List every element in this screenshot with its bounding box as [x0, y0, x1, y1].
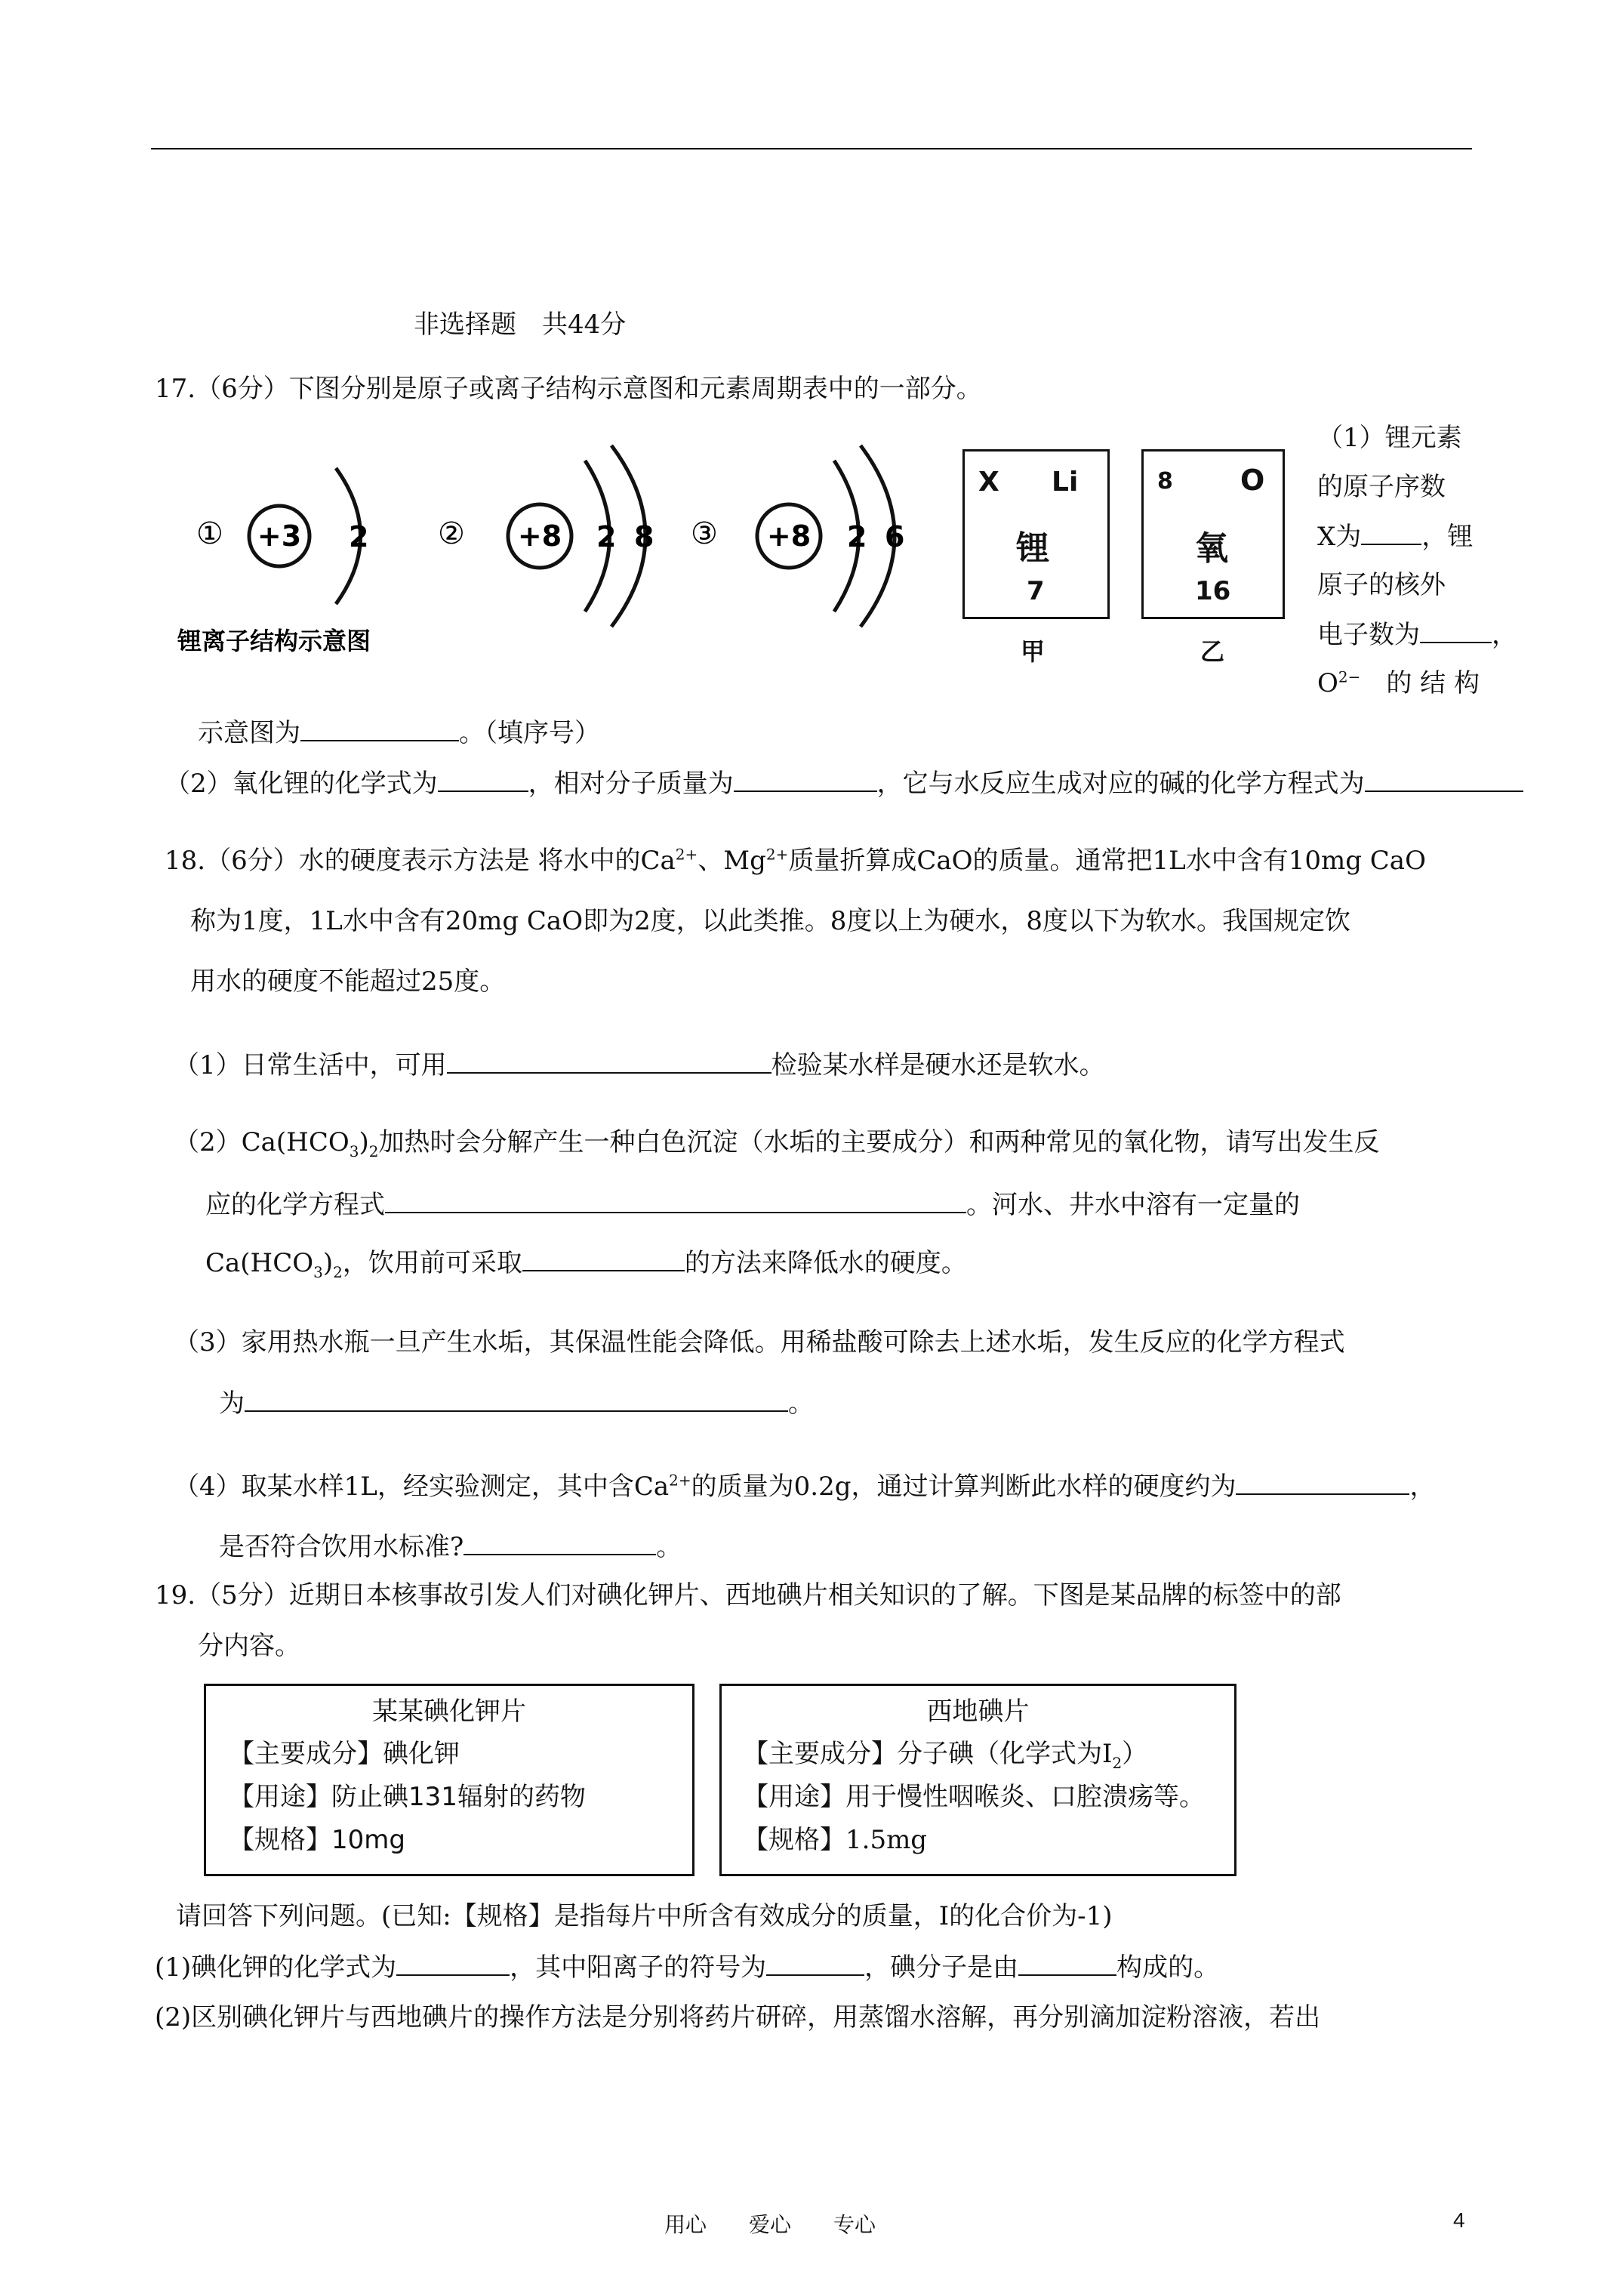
q18-p2-line3-sub2: 2 [333, 1262, 343, 1281]
q19-p1-composition-blank[interactable] [1018, 1952, 1116, 1976]
oxygen-symbol: O [1240, 464, 1265, 497]
atom2-number: ② [438, 516, 465, 551]
atom2-shell-1-count: 2 [596, 520, 617, 553]
q17-p2-equation-blank[interactable] [1365, 768, 1523, 792]
q19-p1-b: ，其中阳离子的符号为 [510, 1952, 767, 1983]
oxygen-name: 氧 [1195, 529, 1228, 568]
label2-row3: 【规格】1.5mg [743, 1825, 928, 1855]
oxygen-mass: 16 [1195, 576, 1231, 606]
label1-row1: 【主要成分】碘化钾 [229, 1739, 460, 1769]
label2-row1-sub: 2 [1112, 1753, 1123, 1772]
q18-p2-line3b: ) [322, 1248, 334, 1278]
atom-structure-diagrams [174, 423, 936, 664]
section-title: 非选择题 共44分 [414, 310, 627, 340]
q18-p4-b: 的质量为0.2g，通过计算判断此水样的硬度约为 [691, 1472, 1236, 1502]
q17-p1-diagram-blank[interactable] [300, 717, 459, 741]
q18-p4-a: （4）取某水样1L，经实验测定，其中含Ca [174, 1472, 670, 1502]
q17-p1-line3 [1317, 521, 1473, 552]
q18-p2-line3d: 的方法来降低水的硬度。 [684, 1248, 967, 1278]
q18-p2-method-blank[interactable] [522, 1247, 685, 1271]
footer-motto: 用心 爱心 专心 [664, 2212, 876, 2237]
q18-p4-line2a: 是否符合饮用水标准? [219, 1532, 464, 1562]
page-number: 4 [1453, 2208, 1465, 2232]
q18-line1-sup1: 2+ [675, 845, 698, 864]
q18-p2-line2a: 应的化学方程式 [205, 1190, 385, 1220]
q18-p2-line1 [174, 1127, 1380, 1160]
atom3-number: ③ [691, 516, 718, 551]
q18-line1-sup2: 2+ [765, 845, 789, 864]
label-potassium-iodide [204, 1684, 694, 1876]
q18-line1-end: 质量折算成CaO的质量。通常把1L水中含有10mg CaO [788, 846, 1426, 876]
label1-title: 某某碘化钾片 [372, 1697, 526, 1727]
header-rule [151, 148, 1472, 149]
q19-note: 请回答下列问题。(已知:【规格】是指每片中所含有效成分的质量，I的化合价为-1) [176, 1901, 1113, 1931]
label2-row1 [743, 1739, 1148, 1772]
q18-p2-b: ) [359, 1127, 369, 1157]
q18-p4-line2 [219, 1531, 682, 1562]
q18-p2-a: （2）Ca(HCO [174, 1127, 350, 1157]
atom3-nucleus-charge: +8 [766, 519, 812, 553]
q17-p1-line5 [1317, 619, 1517, 650]
q18-p3-line2 [219, 1388, 814, 1419]
q17-p1-line2: 的原子序数 [1317, 472, 1446, 502]
cell-yi-label: 乙 [1200, 637, 1225, 666]
q17-p1-electrons-prefix: 电子数为 [1317, 620, 1420, 650]
q18-p4-hardness-blank[interactable] [1236, 1471, 1409, 1495]
q18-p4-line1 [174, 1471, 1435, 1502]
q18-line2: 称为1度，1L水中含有20mg CaO即为2度，以此类推。8度以上为硬水，8度以下为软水。我国规定饮 [190, 906, 1350, 936]
q17-p2-mass-blank[interactable] [734, 768, 877, 792]
q18-p4-c: ， [1409, 1472, 1436, 1502]
atom1-nucleus-charge: +3 [257, 519, 302, 553]
q17-p2-formula-blank[interactable] [438, 768, 528, 792]
label1-row2: 【用途】防止碘131辐射的药物 [229, 1782, 586, 1812]
q18-p2-sub2: 2 [368, 1142, 379, 1160]
q18-p1 [174, 1049, 1105, 1080]
q19-p1-d: 构成的。 [1116, 1952, 1220, 1983]
q17-p1-electrons-blank[interactable] [1420, 619, 1492, 643]
q18-p2-line3-sub: 3 [313, 1262, 323, 1281]
label-iodine-tablet [719, 1684, 1236, 1876]
atom3-shell-2-count: 6 [885, 520, 905, 553]
q17-p1-tail-text: 示意图为 [198, 718, 300, 748]
q17-p1-line1: （1）锂元素 [1317, 423, 1462, 453]
label1-row3: 【规格】10mg [229, 1825, 405, 1855]
q18-p1-a: （1）日常生活中，可用 [174, 1050, 447, 1080]
q17-p1-tail [198, 717, 600, 748]
q17-p1-ion-symbol: O [1317, 668, 1338, 698]
q18-line1-a: 18.（6分）水的硬度表示方法是 将水中的Ca [165, 846, 676, 876]
atom2-nucleus-charge: +8 [517, 519, 562, 553]
q19-p1-c: ，碘分子是由 [864, 1952, 1019, 1983]
q17-stem: 17.（6分）下图分别是原子或离子结构示意图和元素周期表中的一部分。 [155, 374, 982, 404]
q19-stem-line1: 19.（5分）近期日本核事故引发人们对碘化钾片、西地碘片相关知识的了解。下图是某品牌的标签中的部 [155, 1580, 1341, 1610]
q18-p3-b: 为 [219, 1388, 245, 1419]
q18-p2-equation-blank[interactable] [385, 1189, 966, 1213]
q17-p1-x-prefix: X为 [1317, 522, 1362, 552]
q18-line1-mid: 、Mg [698, 846, 766, 876]
element-cell-oxygen [1141, 449, 1285, 619]
q18-p2-c: 加热时会分解产生一种白色沉淀（水垢的主要成分）和两种常见的氧化物，请写出发生反 [378, 1127, 1380, 1157]
q18-line1 [165, 846, 1426, 876]
q19-p1-cation-blank[interactable] [766, 1952, 864, 1976]
q18-p3-c: 。 [788, 1388, 814, 1419]
lithium-symbol: Li [1052, 467, 1079, 498]
q17-p1-line6 [1317, 668, 1480, 698]
q17-p2-equation-label: ，它与水反应生成对应的碱的化学方程式为 [876, 769, 1365, 799]
q19-stem-line2: 分内容。 [198, 1631, 300, 1661]
label2-row2: 【用途】用于慢性咽喉炎、口腔溃疡等。 [743, 1782, 1205, 1812]
label2-title: 西地碘片 [926, 1697, 1030, 1727]
q18-p4-sup: 2+ [669, 1471, 691, 1490]
cell-jia-label: 甲 [1021, 637, 1046, 666]
lithium-mass: 7 [1027, 576, 1045, 606]
q17-p1-line4: 原子的核外 [1317, 570, 1446, 600]
q19-p2: (2)区别碘化钾片与西地碘片的操作方法是分别将药片研碎，用蒸馏水溶解，再分别滴加淀粉溶液，若出 [155, 2002, 1321, 2032]
q18-p1-b: 检验某水样是硬水还是软水。 [771, 1050, 1105, 1080]
q18-p4-standard-blank[interactable] [463, 1531, 656, 1555]
q17-p2-formula-label: （2）氧化锂的化学式为 [165, 769, 438, 799]
atom1-shell-1-count: 2 [349, 520, 369, 553]
q18-p3-line1: （3）家用热水瓶一旦产生水垢，其保温性能会降低。用稀盐酸可除去上述水垢，发生反应的化学方程式 [174, 1327, 1345, 1358]
q18-p2-line3c: ，饮用前可采取 [342, 1248, 522, 1278]
q18-p3-equation-blank[interactable] [245, 1388, 788, 1412]
atom2-shell-2-count: 8 [634, 520, 654, 553]
oxygen-atomic-number: 8 [1157, 468, 1173, 495]
q17-p1-ion-charge: 2− [1338, 667, 1361, 686]
q17-p1-atomic-number-blank[interactable] [1361, 521, 1421, 545]
lithium-name: 锂 [1016, 529, 1049, 568]
atom1-number: ① [196, 516, 223, 551]
q19-p1 [155, 1952, 1219, 1983]
q19-p1-formula-blank[interactable] [396, 1952, 510, 1976]
lithium-ion-caption: 锂离子结构示意图 [177, 627, 371, 655]
q18-line3: 用水的硬度不能超过25度。 [190, 966, 506, 997]
q19-p1-a: (1)碘化钾的化学式为 [155, 1952, 397, 1983]
atom3-shell-1-count: 2 [847, 520, 867, 553]
q18-p4-line2b: 。 [656, 1532, 682, 1562]
label2-row1-b: ） [1122, 1739, 1148, 1769]
q17-p1-electrons-suffix: ， [1492, 620, 1517, 650]
q17-p1-tail-end: 。（填序号） [459, 718, 600, 748]
lithium-atomic-number: X [978, 467, 999, 498]
q17-p2 [165, 768, 1523, 799]
element-cell-lithium [962, 449, 1110, 619]
q17-p1-x-suffix: ，锂 [1421, 522, 1474, 552]
q18-p2-line3a: Ca(HCO [205, 1248, 314, 1278]
q17-p1-structure-text: 的 结 构 [1386, 668, 1480, 698]
q18-p1-blank[interactable] [447, 1049, 771, 1074]
q18-p2-line2 [205, 1189, 1300, 1220]
q18-p2-line3 [205, 1247, 967, 1281]
q18-p2-sub: 3 [349, 1142, 359, 1160]
label2-row1-a: 【主要成分】分子碘（化学式为I [743, 1739, 1113, 1769]
q17-p2-mass-label: ，相对分子质量为 [528, 769, 734, 799]
q18-p2-line2b: 。河水、井水中溶有一定量的 [966, 1190, 1300, 1220]
